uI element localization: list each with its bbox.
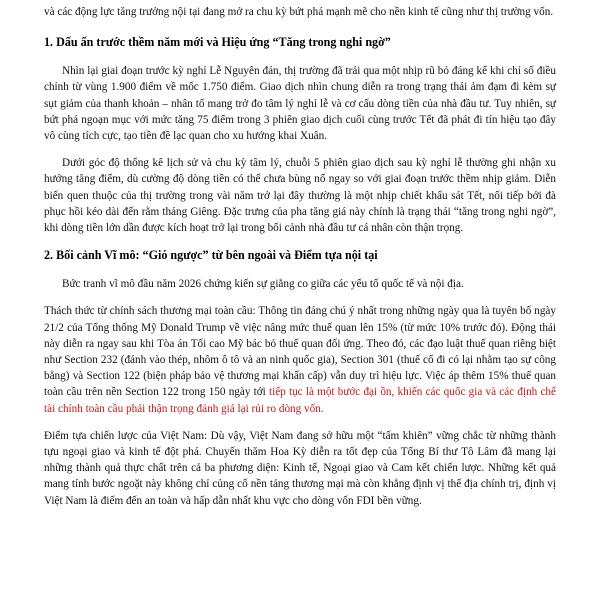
top-paragraph-fragment: và các động lực tăng trưởng nội tại đang mở ra chu kỳ bứt phá mạnh mẽ cho nền kinh tế cũng như thị trường vốn. — [44, 6, 554, 18]
challenge-highlight-text: tiếp tục là một bước đại ồn, khiến các quốc gia và các định chế tài chính toàn cầu phải thận trọng đánh giá lại rủi ro dòng vốn. — [44, 386, 556, 415]
section-2-intro: Bức tranh vĩ mô đầu năm 2026 chứng kiến sự giằng co giữa các yếu tố quốc tế và nội địa. — [62, 278, 464, 291]
section-2-heading: 2. Bối cảnh Vĩ mô: “Gió ngược” từ bên ngoài và Điểm tựa nội tại — [44, 248, 378, 263]
section-2-support-paragraph — [44, 428, 556, 509]
section-2-challenge-paragraph — [44, 303, 556, 416]
challenge-body-text: Thông tin đáng chú ý nhất trong những ngày qua là tuyên bố ngày 21/2 của Tổng thống Mỹ Donald Trump về việc nâng mức thuế quan lên 15% (từ mức 10% trước đó). Động thái này diễn ra ngay sau khi Tòa án Tối cao Mỹ bác bỏ thuế quan đối ứng. Theo đó, các đạo luật thuế quan riêng biệt như Section 232 (đánh vào thép, nhôm ô tô và an ninh quốc gia), Section 301 (thuế cố đi có lại nhằm tạo sự công bằng) và Section 122 (biện pháp bảo vệ thương mại khẩn cấp) vẫn duy trì hiệu lực. Việc áp thêm 15% thuế quan toàn cầu trên nền Section 122 trong 150 ngày tới — [44, 305, 556, 399]
support-lead-label: Điểm tựa chiến lược của Việt Nam: — [44, 429, 208, 442]
section-1-paragraph-1: Nhìn lại giai đoạn trước kỳ nghỉ Lễ Nguyên đán, thị trường đã trải qua một nhịp rũ bỏ đáng kể khi chỉ số điều chỉnh từ vùng 1.900 điểm về mốc 1.750 điểm. Giao dịch nhìn chung diễn ra trong trạng thái ảm đạm đi kèm sự sụt giảm của thanh khoản – nhân tố mang trở đo tâm lý nghỉ lễ và cơ cấu dòng tiền của nhà đầu tư. Tuy nhiên, sự bứt phá ngoạn mục với mức tăng 75 điểm trong 3 phiên giao dịch cuối cùng trước Tết đã phát đi tín hiệu tạo đây vô cùng tích cực, tạo tiền đề lạc quan cho xu hướng khai Xuân. — [44, 65, 556, 143]
support-body-text: Dù vậy, Việt Nam đang sở hữu một “tấm khiên” vững chắc từ những thành tựu ngoại giao và kinh tế đột phá. Chuyến thăm Hoa Kỳ diễn ra tốt đẹp của Tổng Bí thư Tô Lâm đã mang lại những thành quả thực chất trên cả ba phương diện: Kinh tế, Ngoại giao và Cam kết chiến lược. Những kết quả mang tính bước ngoặt này không chỉ củng cố nền tảng thương mại mà còn khẳng định vị thế địa chính trị, định vị Việt Nam là điểm đến an toàn và hấp dẫn nhất khu vực cho dòng vốn FDI bền vững. — [44, 429, 556, 507]
section-1-paragraph-2: Dưới góc độ thống kê lịch sử và chu kỳ tâm lý, chuỗi 5 phiên giao dịch sau kỳ nghỉ lễ thường ghi nhận xu hướng tăng điểm, dù cường độ dòng tiền có thể chưa bùng nổ ngay so với giai đoạn trước thềm nhịp giảm. Diễn biến quen thuộc của thị trường trong vài năm trở lại đây thường là một nhịp chiết khấu sát Tết, nối tiếp bởi đà phục hồi kéo dài đến rằm tháng Giêng. Đặc trưng của pha tăng giá này chính là trạng thái “tăng trong nghi ngờ”, khi dòng tiền lớn dần được kích hoạt trở lại trong bối cảnh nhà đầu tư cá nhân còn thận trọng. — [44, 157, 556, 235]
section-1-heading: 1. Dấu ấn trước thềm năm mới và Hiệu ứng “Tăng trong nghi ngờ” — [44, 35, 391, 50]
challenge-lead-label: Thách thức từ chính sách thương mại toàn cầu: — [44, 305, 256, 318]
